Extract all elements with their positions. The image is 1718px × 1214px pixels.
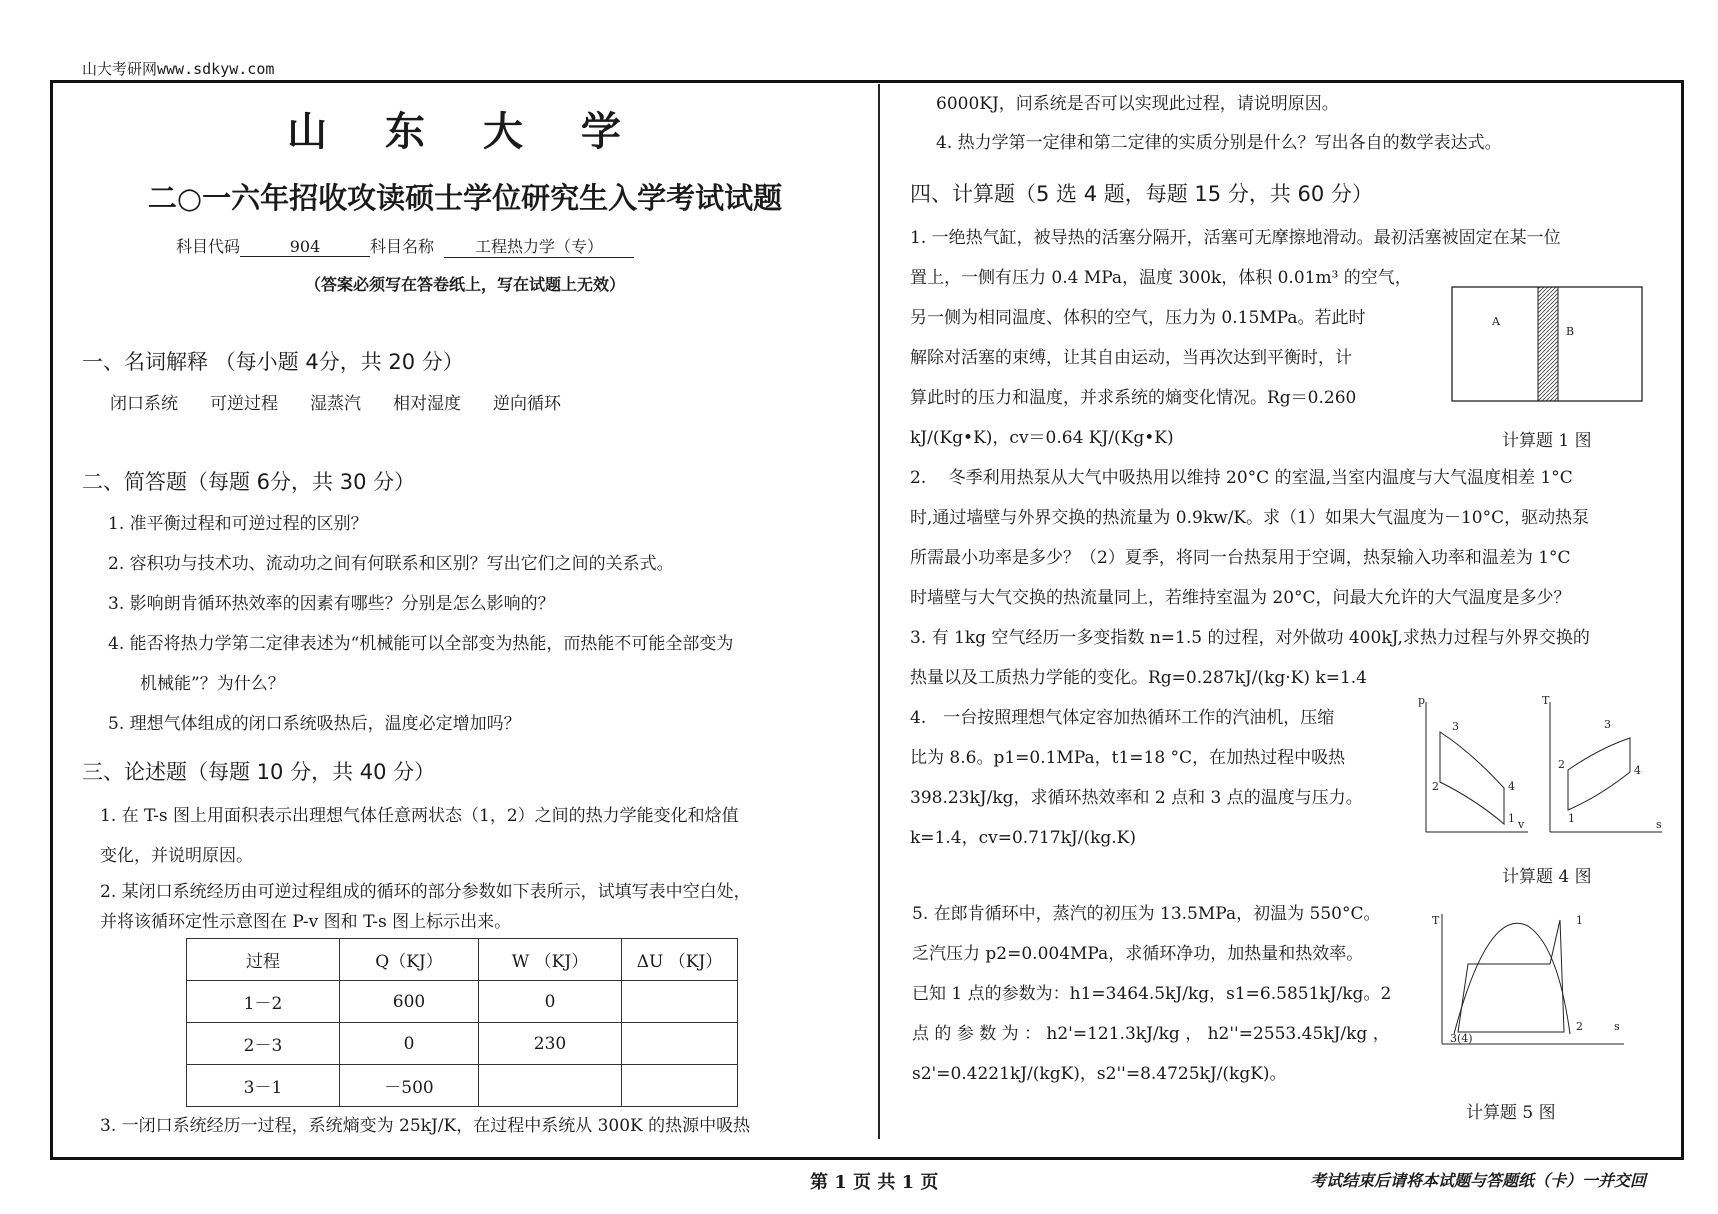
table-cell <box>622 1065 738 1107</box>
otto-pv-diagram <box>1416 692 1532 840</box>
pv-cycle <box>1440 732 1504 824</box>
table-cell: 600 <box>340 981 479 1023</box>
term-item: 湿蒸汽 <box>310 394 361 414</box>
subject-code: 904 <box>240 237 370 257</box>
ts-point-2: 2 <box>1558 758 1565 771</box>
table-header-row <box>187 939 738 981</box>
site-header: 山大考研网www.sdkyw.com <box>82 60 275 78</box>
table-cell: 1－2 <box>187 981 340 1023</box>
section2-heading: 二、简答题（每题 6分，共 30 分） <box>82 470 416 494</box>
table-row <box>187 1065 738 1107</box>
p1-line: 解除对活塞的束缚，让其自由运动，当再次达到平衡时，计 <box>910 348 1352 368</box>
table-cell <box>622 1023 738 1065</box>
p3-line: 热量以及工质热力学能的变化。Rg=0.287kJ/(kg·K) k=1.4 <box>910 668 1367 688</box>
process-table <box>186 938 738 1107</box>
table-cell: 230 <box>479 1023 622 1065</box>
fig1-label-b: B <box>1566 325 1575 338</box>
fig1-label-a: A <box>1492 315 1500 328</box>
section1-heading: 一、名词解释 （每小题 4分，共 20 分） <box>82 350 464 374</box>
p2-line: 时,通过墙壁与外界交换的热流量为 0.9kw/K。求（1）如果大气温度为－10°C，驱动热泵 <box>910 508 1590 528</box>
pv-point-3: 3 <box>1452 720 1459 733</box>
table-cell: 3－1 <box>187 1065 340 1107</box>
subject-code-label: 科目代码 <box>176 237 241 256</box>
p5-line: 乏汽压力 p2=0.004MPa，求循环净功，加热量和热效率。 <box>912 944 1364 964</box>
s2-question-5: 5. 理想气体组成的闭口系统吸热后，温度必定增加吗？ <box>108 714 521 734</box>
ts-label-s: s <box>1656 818 1662 831</box>
p5-line: 已知 1 点的参数为：h1=3464.5kJ/kg，s1=6.5851kJ/kg。2 <box>912 984 1392 1004</box>
pv-point-4: 4 <box>1508 780 1515 793</box>
table-cell <box>479 1065 622 1107</box>
pv-point-1: 1 <box>1508 812 1515 825</box>
term-item: 可逆过程 <box>210 394 278 414</box>
column-divider <box>878 84 880 1139</box>
p4-line: 比为 8.6。p1=0.1MPa，t1=18 °C，在加热过程中吸热 <box>910 748 1346 768</box>
saturation-dome <box>1454 923 1570 1034</box>
s3-question-2: 2. 某闭口系统经历由可逆过程组成的循环的部分参数如下表所示，试填写表中空白处， <box>100 882 751 902</box>
pv-point-2: 2 <box>1432 780 1439 793</box>
exam-subtitle: 二○一六年招收攻读硕士学位研究生入学考试试题 <box>147 181 783 215</box>
s2-question-4-cont: 机械能”？为什么？ <box>140 674 285 694</box>
subject-info <box>176 234 634 258</box>
table-cell: －500 <box>340 1065 479 1107</box>
subject-name-label: 科目名称 <box>370 237 435 256</box>
ts-label-t: T <box>1542 694 1550 707</box>
ts-point-3: 3 <box>1604 718 1611 731</box>
fig4-caption: 计算题 4 图 <box>1502 867 1592 887</box>
fig1-caption: 计算题 1 图 <box>1502 431 1592 451</box>
rankine-ts-diagram <box>1428 906 1628 1052</box>
p3-line: 3. 有 1kg 空气经历一多变指数 n=1.5 的过程，对外做功 400kJ,求热力过程与外界交换的 <box>910 628 1590 648</box>
table-cell: 2－3 <box>187 1023 340 1065</box>
s3-question-3: 3. 一闭口系统经历一过程，系统熵变为 25kJ/K，在过程中系统从 300K 的热源中吸热 <box>100 1116 751 1136</box>
p5-line: 5. 在郎肯循环中，蒸汽的初压为 13.5MPa，初温为 550°C。 <box>912 904 1381 924</box>
rankine-point-34: 3(4) <box>1450 1032 1473 1045</box>
p5-line: 点 的 参 数 为 ： h2'=121.3kJ/kg ， h2''=2553.45kJ/kg ， <box>912 1024 1390 1044</box>
table-row <box>187 1023 738 1065</box>
ts-point-1: 1 <box>1568 812 1575 825</box>
table-header-cell: 过程 <box>187 939 340 981</box>
ts-point-4: 4 <box>1634 764 1641 777</box>
s2-question-4: 4. 能否将热力学第二定律表述为“机械能可以全部变为热能，而热能不可能全部变为 <box>108 634 734 654</box>
s2-question-3: 3. 影响朗肯循环热效率的因素有哪些？分别是怎么影响的？ <box>108 594 555 614</box>
rankine-point-2: 2 <box>1576 1020 1583 1033</box>
s2-question-2: 2. 容积功与技术功、流动功之间有何联系和区别？写出它们之间的关系式。 <box>108 554 674 574</box>
table-cell: 0 <box>340 1023 479 1065</box>
rankine-point-1: 1 <box>1576 914 1583 927</box>
s3-question-1-cont: 变化，并说明原因。 <box>100 846 253 866</box>
table-header-cell: Q（KJ） <box>340 939 479 981</box>
table-cell <box>622 981 738 1023</box>
p1-line: 算此时的压力和温度，并求系统的熵变化情况。Rg＝0.260 <box>910 388 1357 408</box>
p4-line: 4. 一台按照理想气体定容加热循环工作的汽油机，压缩 <box>910 708 1335 728</box>
otto-ts-diagram <box>1540 692 1666 840</box>
p5-line: s2'=0.4221kJ/(kgK)，s2''=8.4725kJ/(kgK)。 <box>912 1064 1287 1084</box>
p1-line: kJ/(Kg•K)，cv＝0.64 KJ/(Kg•K) <box>910 428 1174 448</box>
p2-line: 时墙壁与大气交换的热流量同上，若维持室温为 20°C，问最大允许的大气温度是多少？ <box>910 588 1571 608</box>
term-list <box>110 394 593 414</box>
table-row <box>187 981 738 1023</box>
s3-question-3-cont: 6000KJ，问系统是否可以实现此过程，请说明原因。 <box>936 94 1339 114</box>
table-cell: 0 <box>479 981 622 1023</box>
cylinder-figure <box>1450 285 1650 407</box>
section3-heading: 三、论述题（每题 10 分，共 40 分） <box>82 760 436 784</box>
p2-line: 2. 冬季利用热泵从大气中吸热用以维持 20°C 的室温,当室内温度与大气温度相差 1°C <box>910 468 1573 488</box>
s3-question-2-cont: 并将该循环定性示意图在 P-v 图和 T-s 图上标示出来。 <box>100 912 512 932</box>
piston <box>1538 287 1558 401</box>
s3-question-4: 4. 热力学第一定律和第二定律的实质分别是什么？写出各自的数学表达式。 <box>936 133 1502 153</box>
rankine-cycle <box>1458 920 1564 1032</box>
term-item: 逆向循环 <box>493 394 561 414</box>
rankine-label-s: s <box>1614 1020 1620 1033</box>
ts-cycle <box>1568 738 1630 810</box>
s2-question-1: 1. 准平衡过程和可逆过程的区别？ <box>108 514 368 534</box>
term-item: 相对湿度 <box>393 394 461 414</box>
section4-heading: 四、计算题（5 选 4 题，每题 15 分，共 60 分） <box>910 182 1373 206</box>
p1-line: 另一侧为相同温度、体积的空气，压力为 0.15MPa。若此时 <box>910 308 1366 328</box>
fig5-caption: 计算题 5 图 <box>1466 1103 1556 1123</box>
p1-line: 置上，一侧有压力 0.4 MPa，温度 300k，体积 0.01m³ 的空气， <box>910 268 1412 288</box>
subject-name: 工程热力学（专） <box>444 234 634 258</box>
pv-label-v: v <box>1518 818 1525 831</box>
table-header-cell: W （KJ） <box>479 939 622 981</box>
term-item: 闭口系统 <box>110 394 178 414</box>
table-header-cell: ΔU （KJ） <box>622 939 738 981</box>
rankine-label-t: T <box>1432 914 1440 927</box>
s3-question-1: 1. 在 T-s 图上用面积表示出理想气体任意两状态（1，2）之间的热力学能变化和焓值 <box>100 806 739 826</box>
answer-notice: （答案必须写在答卷纸上，写在试题上无效） <box>304 275 625 294</box>
p4-line: k=1.4，cv=0.717kJ/(kg.K) <box>910 828 1137 848</box>
pv-label-p: p <box>1418 694 1426 707</box>
p2-line: 所需最小功率是多少？（2）夏季，将同一台热泵用于空调，热泵输入功率和温差为 1°C <box>910 548 1571 568</box>
p1-line: 1. 一绝热气缸，被导热的活塞分隔开，活塞可无摩擦地滑动。最初活塞被固定在某一位 <box>910 228 1561 248</box>
page-number: 第 1 页 共 1 页 <box>810 1172 939 1193</box>
university-title: 山 东 大 学 <box>287 108 643 155</box>
footer-note: 考试结束后请将本试题与答题纸（卡）一并交回 <box>1310 1171 1647 1190</box>
p4-line: 398.23kJ/kg，求循环热效率和 2 点和 3 点的温度与压力。 <box>910 788 1363 808</box>
